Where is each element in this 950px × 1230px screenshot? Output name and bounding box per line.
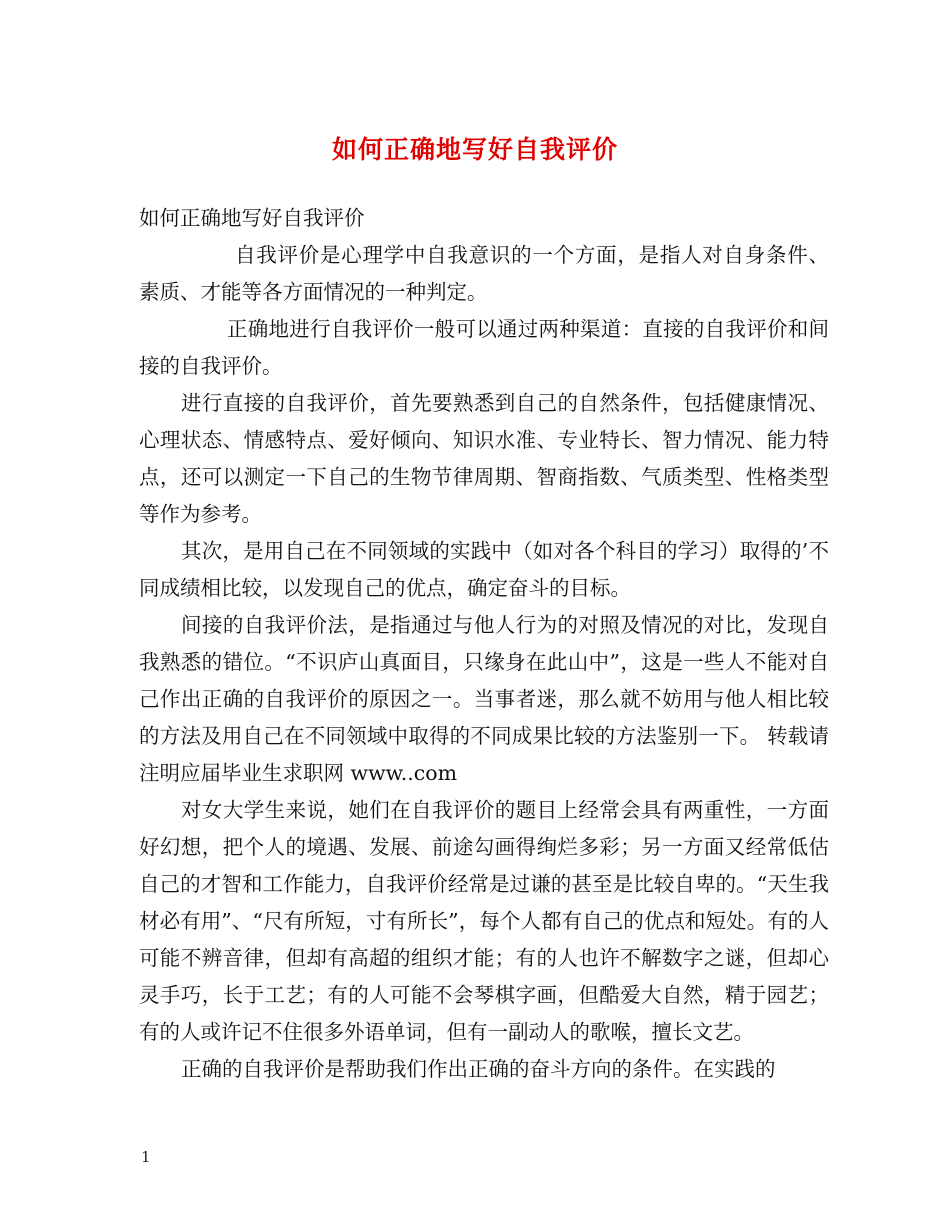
- paragraph: 自我评价是心理学中自我意识的一个方面，是指人对自身条件、素质、才能等各方面情况的一种判定。: [139, 243, 829, 304]
- paragraph: 间接的自我评价法，是指通过与他人行为的对照及情况的对比，发现自我熟悉的错位。“不识庐山真面目，只缘身在此山中”，这是一些人不能对自己作出正确的自我评价的原因之一。当事者迷，那么就不妨用与他人相比较的方法及用自己在不同领域中取得的不同成果比较的方法鉴别一下。 转载请注明应届毕业生求职网 www..com: [139, 613, 829, 785]
- paragraph: 进行直接的自我评价，首先要熟悉到自己的自然条件，包括健康情况、心理状态、情感特点、爱好倾向、知识水准、专业特长、智力情况、能力特点，还可以测定一下自己的生物节律周期、智商指数、气质类型、性格类型等作为参考。: [139, 391, 829, 526]
- paragraph-subtitle: 如何正确地写好自我评价: [139, 206, 365, 230]
- paragraph: 其次，是用自己在不同领域的实践中（如对各个科目的学习）取得的’不同成绩相比较，以发现自己的优点，确定奋斗的目标。: [139, 539, 829, 600]
- document-title: 如何正确地写好自我评价: [331, 135, 618, 164]
- paragraph: 对女大学生来说，她们在自我评价的题目上经常会具有两重性，一方面好幻想，把个人的境遇、发展、前途勾画得绚烂多彩；另一方面又经常低估自己的才智和工作能力，自我评价经常是过谦的甚至是比较自卑的。“天生我材必有用”、“尺有所短，寸有所长”，每个人都有自己的优点和短处。有的人可能不辨音律，但却有高超的组织才能；有的人也许不解数字之谜，但却心灵手巧，长于工艺；有的人可能不会琴棋字画，但酷爱大自然，精于园艺；有的人或许记不住很多外语单词，但有一副动人的歌喉，擅长文艺。: [139, 798, 829, 1044]
- document-body: [139, 200, 829, 1088]
- paragraph: 正确地进行自我评价一般可以通过两种渠道：直接的自我评价和间接的自我评价。: [139, 317, 829, 378]
- paragraph: 正确的自我评价是帮助我们作出正确的奋斗方向的条件。在实践的: [181, 1057, 776, 1081]
- page-number: 1: [141, 1148, 151, 1166]
